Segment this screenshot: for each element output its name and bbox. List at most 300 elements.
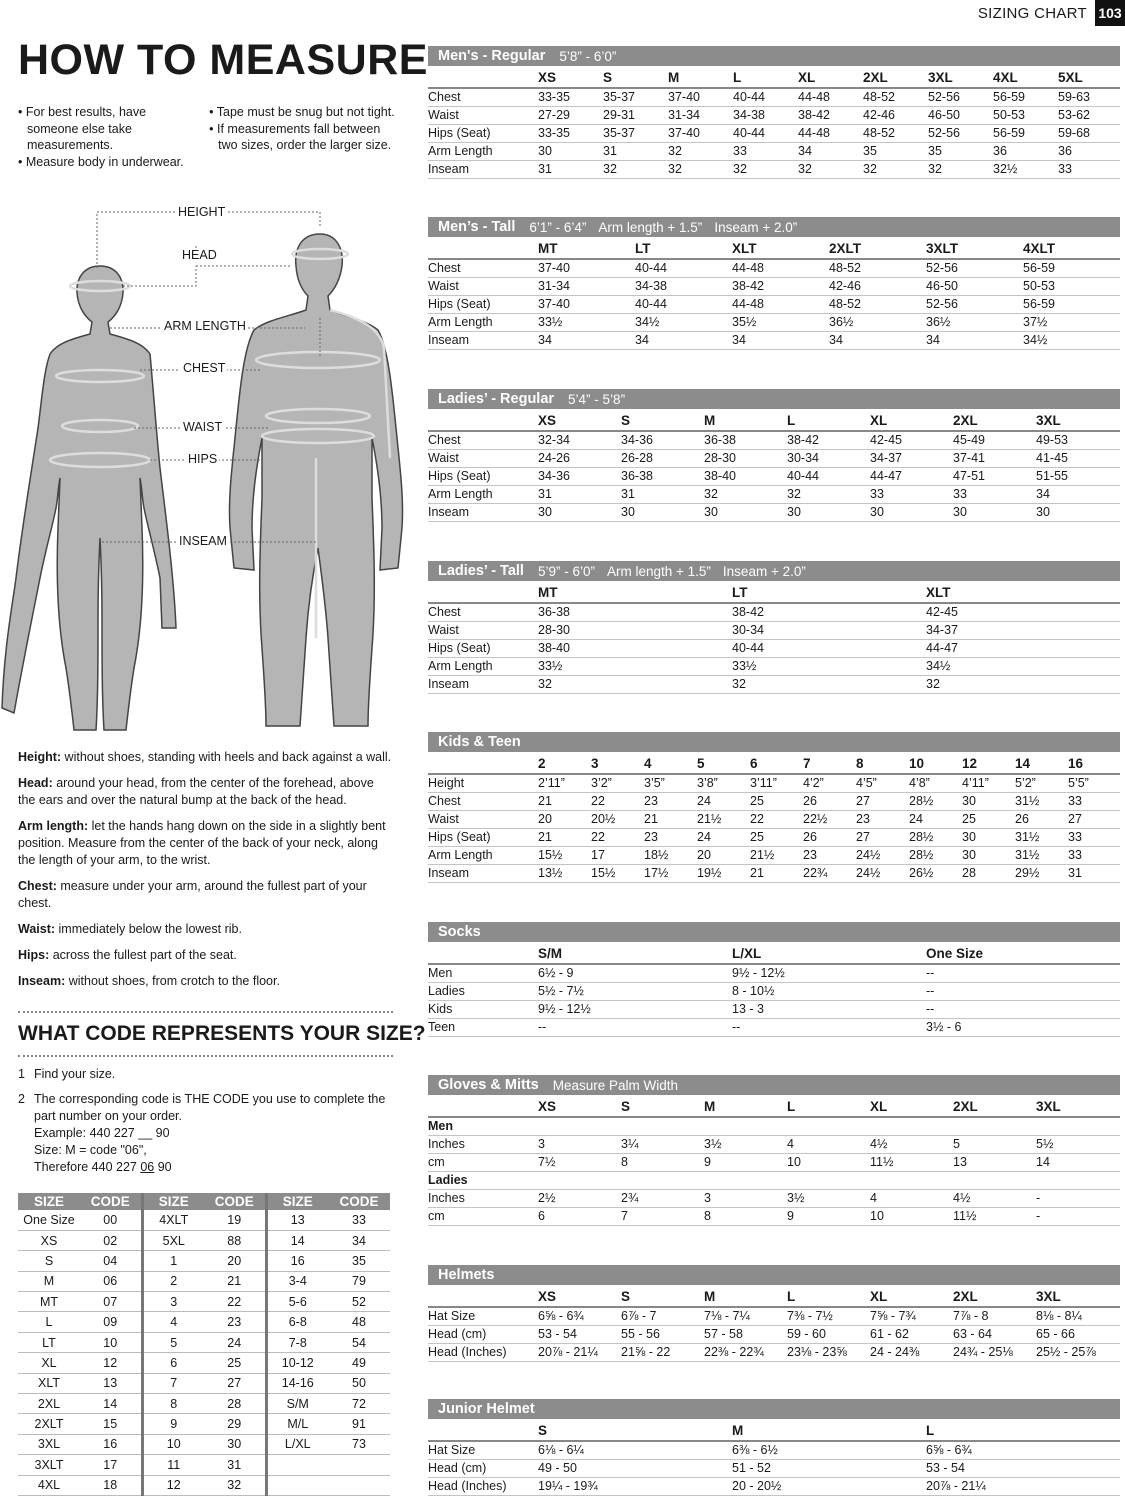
size-value: 24 - 24⅜ <box>870 1343 953 1361</box>
size-value: 7½ <box>538 1153 621 1171</box>
step: 2 The corresponding code is THE CODE you use to complete the part number on your order. Example: 440 227 __ 90 Size: M = code "06", Therefore 440 227 06 90 <box>18 1092 386 1174</box>
size-value: 27 <box>856 828 909 846</box>
code-table-cell: L/XL <box>266 1434 328 1454</box>
code-table-row <box>18 1434 390 1454</box>
size-row <box>428 277 1120 295</box>
size-value: 20⅞ - 21¼ <box>538 1343 621 1361</box>
size-value: 33 <box>1068 846 1120 864</box>
size-column-header: 2 <box>538 752 591 774</box>
size-value: 40-44 <box>635 295 732 313</box>
size-value: 27 <box>856 792 909 810</box>
code-table-cell: 3-4 <box>266 1271 328 1291</box>
code-table-cell: 91 <box>328 1414 390 1434</box>
code-table-cell: 5 <box>142 1332 204 1352</box>
row-label: Ladies <box>428 982 538 1000</box>
size-value: 4’11” <box>962 774 1015 792</box>
row-label: Inches <box>428 1135 538 1153</box>
size-row <box>428 331 1120 349</box>
size-value: 6⅝ - 6¾ <box>926 1441 1120 1459</box>
size-value: 25 <box>962 810 1015 828</box>
size-row <box>428 313 1120 331</box>
size-column-header: 4XL <box>993 66 1058 88</box>
code-table-row <box>18 1475 390 1495</box>
section-kids-teen <box>428 732 1120 883</box>
size-column-header: S/M <box>538 942 732 964</box>
label-height: HEIGHT <box>178 205 226 219</box>
section-subtitle: Arm length + 1.5” <box>598 219 703 235</box>
size-value: 32 <box>733 160 798 178</box>
size-value: 47-51 <box>953 467 1036 485</box>
size-column-header: 5XL <box>1058 66 1120 88</box>
row-label: Men <box>428 1117 538 1135</box>
size-value: 33 <box>733 142 798 160</box>
size-value: 32 <box>668 160 733 178</box>
size-value: 45-49 <box>953 431 1036 449</box>
size-value: 29-31 <box>603 106 668 124</box>
size-table <box>428 409 1120 522</box>
code-table-cell: 02 <box>80 1230 142 1250</box>
section-title-bar <box>428 1075 1120 1095</box>
size-value: 9 <box>704 1153 787 1171</box>
code-table-cell <box>266 1475 328 1495</box>
size-value: 28-30 <box>538 621 732 639</box>
size-value: 37-40 <box>538 295 635 313</box>
size-row <box>428 621 1120 639</box>
size-value: 42-46 <box>829 277 926 295</box>
tips-left <box>18 104 195 170</box>
code-table-cell: 79 <box>328 1271 390 1291</box>
size-value: 20 <box>697 846 750 864</box>
size-value <box>953 1117 1036 1135</box>
row-label: Teen <box>428 1018 538 1036</box>
size-value: 24½ <box>856 846 909 864</box>
size-column-header <box>428 752 538 774</box>
size-value: 65 - 66 <box>1036 1325 1120 1343</box>
size-value: 32 <box>928 160 993 178</box>
size-column-header: S <box>538 1419 732 1441</box>
size-value: 34 <box>1036 485 1120 503</box>
page-header <box>978 0 1125 26</box>
size-column-header: XL <box>870 409 953 431</box>
label-inseam: INSEAM <box>179 534 227 548</box>
size-column-header: 16 <box>1068 752 1120 774</box>
size-value: 29½ <box>1015 864 1068 882</box>
size-column-header: S <box>621 1095 704 1117</box>
size-value: 38-42 <box>787 431 870 449</box>
size-value: 33½ <box>538 657 732 675</box>
size-value: 40-44 <box>787 467 870 485</box>
size-value: 53 - 54 <box>926 1459 1120 1477</box>
size-value: 15½ <box>538 846 591 864</box>
code-table-cell: 09 <box>80 1312 142 1332</box>
size-row <box>428 810 1120 828</box>
size-column-header <box>428 1285 538 1307</box>
code-table-row <box>18 1414 390 1434</box>
code-table-cell: 07 <box>80 1292 142 1312</box>
code-table-cell: 27 <box>204 1373 266 1393</box>
size-column-header: MT <box>538 581 732 603</box>
size-value: 27-29 <box>538 106 603 124</box>
size-value: 11½ <box>870 1153 953 1171</box>
size-table <box>428 1285 1120 1362</box>
size-value <box>787 1171 870 1189</box>
size-value: 44-48 <box>732 295 829 313</box>
section-title: Gloves & Mitts <box>438 1077 539 1093</box>
size-value: 44-48 <box>798 88 863 106</box>
size-value: 33 <box>1058 160 1120 178</box>
code-table-row <box>18 1394 390 1414</box>
section-ladies-regular <box>428 389 1120 522</box>
code-table-cell: 12 <box>142 1475 204 1495</box>
size-column-header: M <box>704 1095 787 1117</box>
size-value: 63 - 64 <box>953 1325 1036 1343</box>
size-value: 13½ <box>538 864 591 882</box>
row-label: Chest <box>428 88 538 106</box>
size-value: 42-45 <box>926 603 1120 621</box>
size-value: 36½ <box>829 313 926 331</box>
size-value: 31½ <box>1015 846 1068 864</box>
definition-waist: Waist: immediately below the lowest rib. <box>18 922 242 936</box>
size-value: 4½ <box>870 1135 953 1153</box>
size-value: 44-47 <box>926 639 1120 657</box>
size-column-header: M <box>704 1285 787 1307</box>
size-column-header: 3XL <box>928 66 993 88</box>
size-value: 56-59 <box>993 88 1058 106</box>
size-value: 32 <box>603 160 668 178</box>
section-gloves-mitts <box>428 1075 1120 1226</box>
size-row <box>428 1207 1120 1225</box>
row-label: Men <box>428 964 538 982</box>
code-table-header: SIZE <box>18 1193 80 1210</box>
row-label: Arm Length <box>428 846 538 864</box>
code-table-cell: 28 <box>204 1394 266 1414</box>
row-label: Kids <box>428 1000 538 1018</box>
size-row <box>428 1343 1120 1361</box>
code-title: WHAT CODE REPRESENTS YOUR SIZE? <box>18 1022 426 1045</box>
tip: • If measurements fall between two sizes, order the larger size. <box>209 121 392 152</box>
step: 1 Find your size. <box>18 1067 116 1081</box>
size-value: 8 <box>621 1153 704 1171</box>
code-table-cell: 15 <box>80 1414 142 1434</box>
section-socks <box>428 922 1120 1037</box>
size-value: -- <box>926 1000 1120 1018</box>
size-value: 13 - 3 <box>732 1000 926 1018</box>
row-label: Inseam <box>428 503 538 521</box>
code-table-cell: L <box>18 1312 80 1332</box>
size-row <box>428 503 1120 521</box>
definition-chest: Chest: measure under your arm, around the fullest part of your chest. <box>18 879 367 910</box>
size-value: 5½ <box>1036 1135 1120 1153</box>
size-value: 11½ <box>953 1207 1036 1225</box>
size-value: 6 <box>538 1207 621 1225</box>
size-value: 9½ - 12½ <box>538 1000 732 1018</box>
size-column-header: XS <box>538 1285 621 1307</box>
size-value: 28½ <box>909 792 962 810</box>
size-value: 48-52 <box>863 124 928 142</box>
size-row <box>428 467 1120 485</box>
section-subtitle: Arm length + 1.5” <box>606 563 711 579</box>
size-column-header <box>428 942 538 964</box>
size-row <box>428 828 1120 846</box>
section-title-bar <box>428 561 1120 581</box>
code-table-row <box>18 1292 390 1312</box>
code-table-cell: 54 <box>328 1332 390 1352</box>
code-table-cell <box>266 1455 328 1475</box>
size-value: 2½ <box>538 1189 621 1207</box>
code-table-cell: 72 <box>328 1394 390 1414</box>
code-table-cell: 14 <box>266 1230 328 1250</box>
size-table <box>428 581 1120 694</box>
size-column-header: XL <box>798 66 863 88</box>
size-value: 6⅛ - 6¼ <box>538 1441 732 1459</box>
size-value: 48-52 <box>829 295 926 313</box>
tips-right <box>209 104 398 170</box>
label-chest: CHEST <box>183 361 226 375</box>
size-row <box>428 1135 1120 1153</box>
code-table-cell: S/M <box>266 1394 328 1414</box>
code-table-cell <box>328 1455 390 1475</box>
page-number: 103 <box>1095 0 1125 26</box>
code-table-cell: MT <box>18 1292 80 1312</box>
size-column-header: L <box>926 1419 1120 1441</box>
size-column-header: L/XL <box>732 942 926 964</box>
size-value: -- <box>732 1018 926 1036</box>
size-value: 17 <box>591 846 644 864</box>
size-value: 30 <box>1036 503 1120 521</box>
code-table-cell: 33 <box>328 1210 390 1230</box>
size-value: 36-38 <box>704 431 787 449</box>
size-row <box>428 449 1120 467</box>
size-value: 32-34 <box>538 431 621 449</box>
size-value: 34½ <box>1023 331 1120 349</box>
size-value: 30-34 <box>787 449 870 467</box>
row-label: Chest <box>428 259 538 277</box>
measurement-definitions <box>18 749 393 999</box>
size-value: 46-50 <box>926 277 1023 295</box>
tip: • Measure body in underwear. <box>18 154 184 169</box>
size-value: 33½ <box>732 657 926 675</box>
size-value: 10 <box>787 1153 870 1171</box>
size-value: 22⅜ - 22¾ <box>704 1343 787 1361</box>
size-column-header: 7 <box>803 752 856 774</box>
size-table <box>428 66 1120 179</box>
size-value: 22 <box>591 828 644 846</box>
size-value: 4’8” <box>909 774 962 792</box>
code-table-cell: 23 <box>204 1312 266 1332</box>
code-table-cell: 4XLT <box>142 1210 204 1230</box>
size-column-header: L <box>733 66 798 88</box>
size-value: 30 <box>621 503 704 521</box>
size-value <box>538 1117 621 1135</box>
row-label: Hat Size <box>428 1307 538 1325</box>
section-title-bar <box>428 1399 1120 1419</box>
size-value: 34-37 <box>870 449 953 467</box>
size-value: 6⅞ - 7 <box>621 1307 704 1325</box>
size-value: 51-55 <box>1036 467 1120 485</box>
size-value: 31 <box>621 485 704 503</box>
size-value: 30 <box>962 846 1015 864</box>
row-label: Arm Length <box>428 142 538 160</box>
size-row <box>428 1153 1120 1171</box>
section-title: Men’s - Tall <box>438 219 516 235</box>
size-value: 5’5” <box>1068 774 1120 792</box>
size-value: 25 <box>750 792 803 810</box>
row-label: Head (Inches) <box>428 1477 538 1495</box>
size-value: 56-59 <box>1023 259 1120 277</box>
code-table-cell: XL <box>18 1353 80 1373</box>
size-value: - <box>1036 1189 1120 1207</box>
row-label: Waist <box>428 621 538 639</box>
section-mens-tall <box>428 217 1120 350</box>
size-value: 42-46 <box>863 106 928 124</box>
size-value: 32 <box>732 675 926 693</box>
size-value: 38-40 <box>538 639 732 657</box>
size-column-header: S <box>621 409 704 431</box>
size-column-header <box>428 1095 538 1117</box>
size-value: 23 <box>644 792 697 810</box>
size-value: 24½ <box>856 864 909 882</box>
label-hips: HIPS <box>188 452 218 466</box>
code-table-header: SIZE <box>142 1193 204 1210</box>
row-label: Hips (Seat) <box>428 639 538 657</box>
size-value: 21 <box>538 792 591 810</box>
code-table-row <box>18 1353 390 1373</box>
code-table-cell: 16 <box>266 1251 328 1271</box>
row-label: Ladies <box>428 1171 538 1189</box>
code-table-cell: 4 <box>142 1312 204 1332</box>
code-table-cell: 5XL <box>142 1230 204 1250</box>
size-table <box>428 1095 1120 1226</box>
code-table-cell: 6 <box>142 1353 204 1373</box>
size-value: 7⅝ - 7¾ <box>870 1307 953 1325</box>
size-row <box>428 1000 1120 1018</box>
size-value: 32 <box>704 485 787 503</box>
how-to-measure-title: HOW TO MEASURE <box>18 36 428 84</box>
code-steps <box>18 1066 393 1184</box>
size-value: 36 <box>1058 142 1120 160</box>
size-value: 24 <box>697 828 750 846</box>
code-table-cell: 2 <box>142 1271 204 1291</box>
size-value: 44-48 <box>798 124 863 142</box>
code-table-cell: 34 <box>328 1230 390 1250</box>
code-table-cell: 12 <box>80 1353 142 1373</box>
size-value: 24 <box>697 792 750 810</box>
size-row <box>428 1189 1120 1207</box>
dotted-divider <box>18 1011 393 1013</box>
size-value: 26 <box>1015 810 1068 828</box>
code-table-cell: M <box>18 1271 80 1291</box>
size-column-header: 2XL <box>863 66 928 88</box>
code-table-cell: 17 <box>80 1455 142 1475</box>
section-ladies-tall <box>428 561 1120 694</box>
size-value: 3’2” <box>591 774 644 792</box>
row-label: Hips (Seat) <box>428 467 538 485</box>
size-row <box>428 1325 1120 1343</box>
row-label: Inseam <box>428 675 538 693</box>
size-value <box>787 1117 870 1135</box>
header-title: SIZING CHART <box>977 4 1087 22</box>
size-row <box>428 1441 1120 1459</box>
code-table-cell: 11 <box>142 1455 204 1475</box>
size-row <box>428 1117 1120 1135</box>
code-table-cell: 31 <box>204 1455 266 1475</box>
tip: • For best results, have someone else take measurements. <box>18 105 147 152</box>
section-title-bar <box>428 732 1120 752</box>
size-value: 52-56 <box>928 88 993 106</box>
code-table-cell: 00 <box>80 1210 142 1230</box>
code-table-cell: 2XL <box>18 1394 80 1414</box>
size-value: 21½ <box>750 846 803 864</box>
size-value: 59-63 <box>1058 88 1120 106</box>
definition-height: Height: without shoes, standing with heels and back against a wall. <box>18 750 392 764</box>
code-table-row <box>18 1373 390 1393</box>
size-value: 3 <box>704 1189 787 1207</box>
code-table-cell: 10 <box>80 1332 142 1352</box>
row-label: Head (cm) <box>428 1325 538 1343</box>
size-value: 24¾ - 25⅛ <box>953 1343 1036 1361</box>
size-value: 23⅛ - 23⅝ <box>787 1343 870 1361</box>
size-table <box>428 942 1120 1037</box>
label-head: HEAD <box>182 248 217 262</box>
size-column-header: M <box>732 1419 926 1441</box>
size-value: 35-37 <box>603 124 668 142</box>
size-value: 40-44 <box>733 88 798 106</box>
code-table-cell: 5-6 <box>266 1292 328 1312</box>
section-helmets <box>428 1265 1120 1362</box>
code-table-cell: 35 <box>328 1251 390 1271</box>
size-column-header: XS <box>538 409 621 431</box>
section-subtitle: 5’9” - 6’0” <box>537 563 595 579</box>
size-column-header: XS <box>538 1095 621 1117</box>
size-column-header: 8 <box>856 752 909 774</box>
size-value: 37-40 <box>668 124 733 142</box>
code-table-cell: 20 <box>204 1251 266 1271</box>
size-value: 3½ <box>704 1135 787 1153</box>
code-table-cell: 22 <box>204 1292 266 1312</box>
size-value: 26½ <box>909 864 962 882</box>
code-table-header: CODE <box>328 1193 390 1210</box>
size-column-header: XL <box>870 1095 953 1117</box>
code-table-row <box>18 1210 390 1230</box>
code-table-cell: 04 <box>80 1251 142 1271</box>
size-value: 30 <box>704 503 787 521</box>
size-row <box>428 639 1120 657</box>
size-value <box>1036 1171 1120 1189</box>
size-value: 49 - 50 <box>538 1459 732 1477</box>
size-value: 3’5” <box>644 774 697 792</box>
code-table-cell: 7-8 <box>266 1332 328 1352</box>
size-column-header: LT <box>732 581 926 603</box>
size-value: 36-38 <box>621 467 704 485</box>
code-table-row <box>18 1455 390 1475</box>
size-column-header: One Size <box>926 942 1120 964</box>
size-value: 49-53 <box>1036 431 1120 449</box>
size-value: 28-30 <box>704 449 787 467</box>
code-table-row <box>18 1271 390 1291</box>
size-value: 40-44 <box>635 259 732 277</box>
size-value <box>953 1171 1036 1189</box>
row-label: Arm Length <box>428 485 538 503</box>
size-value: 51 - 52 <box>732 1459 926 1477</box>
size-value: 32 <box>787 485 870 503</box>
size-column-header <box>428 409 538 431</box>
size-value: 34-36 <box>621 431 704 449</box>
size-row <box>428 106 1120 124</box>
size-value: 31 <box>538 160 603 178</box>
code-table-cell: 14-16 <box>266 1373 328 1393</box>
size-value: 19¼ - 19¾ <box>538 1477 732 1495</box>
code-table-cell: 18 <box>80 1475 142 1495</box>
